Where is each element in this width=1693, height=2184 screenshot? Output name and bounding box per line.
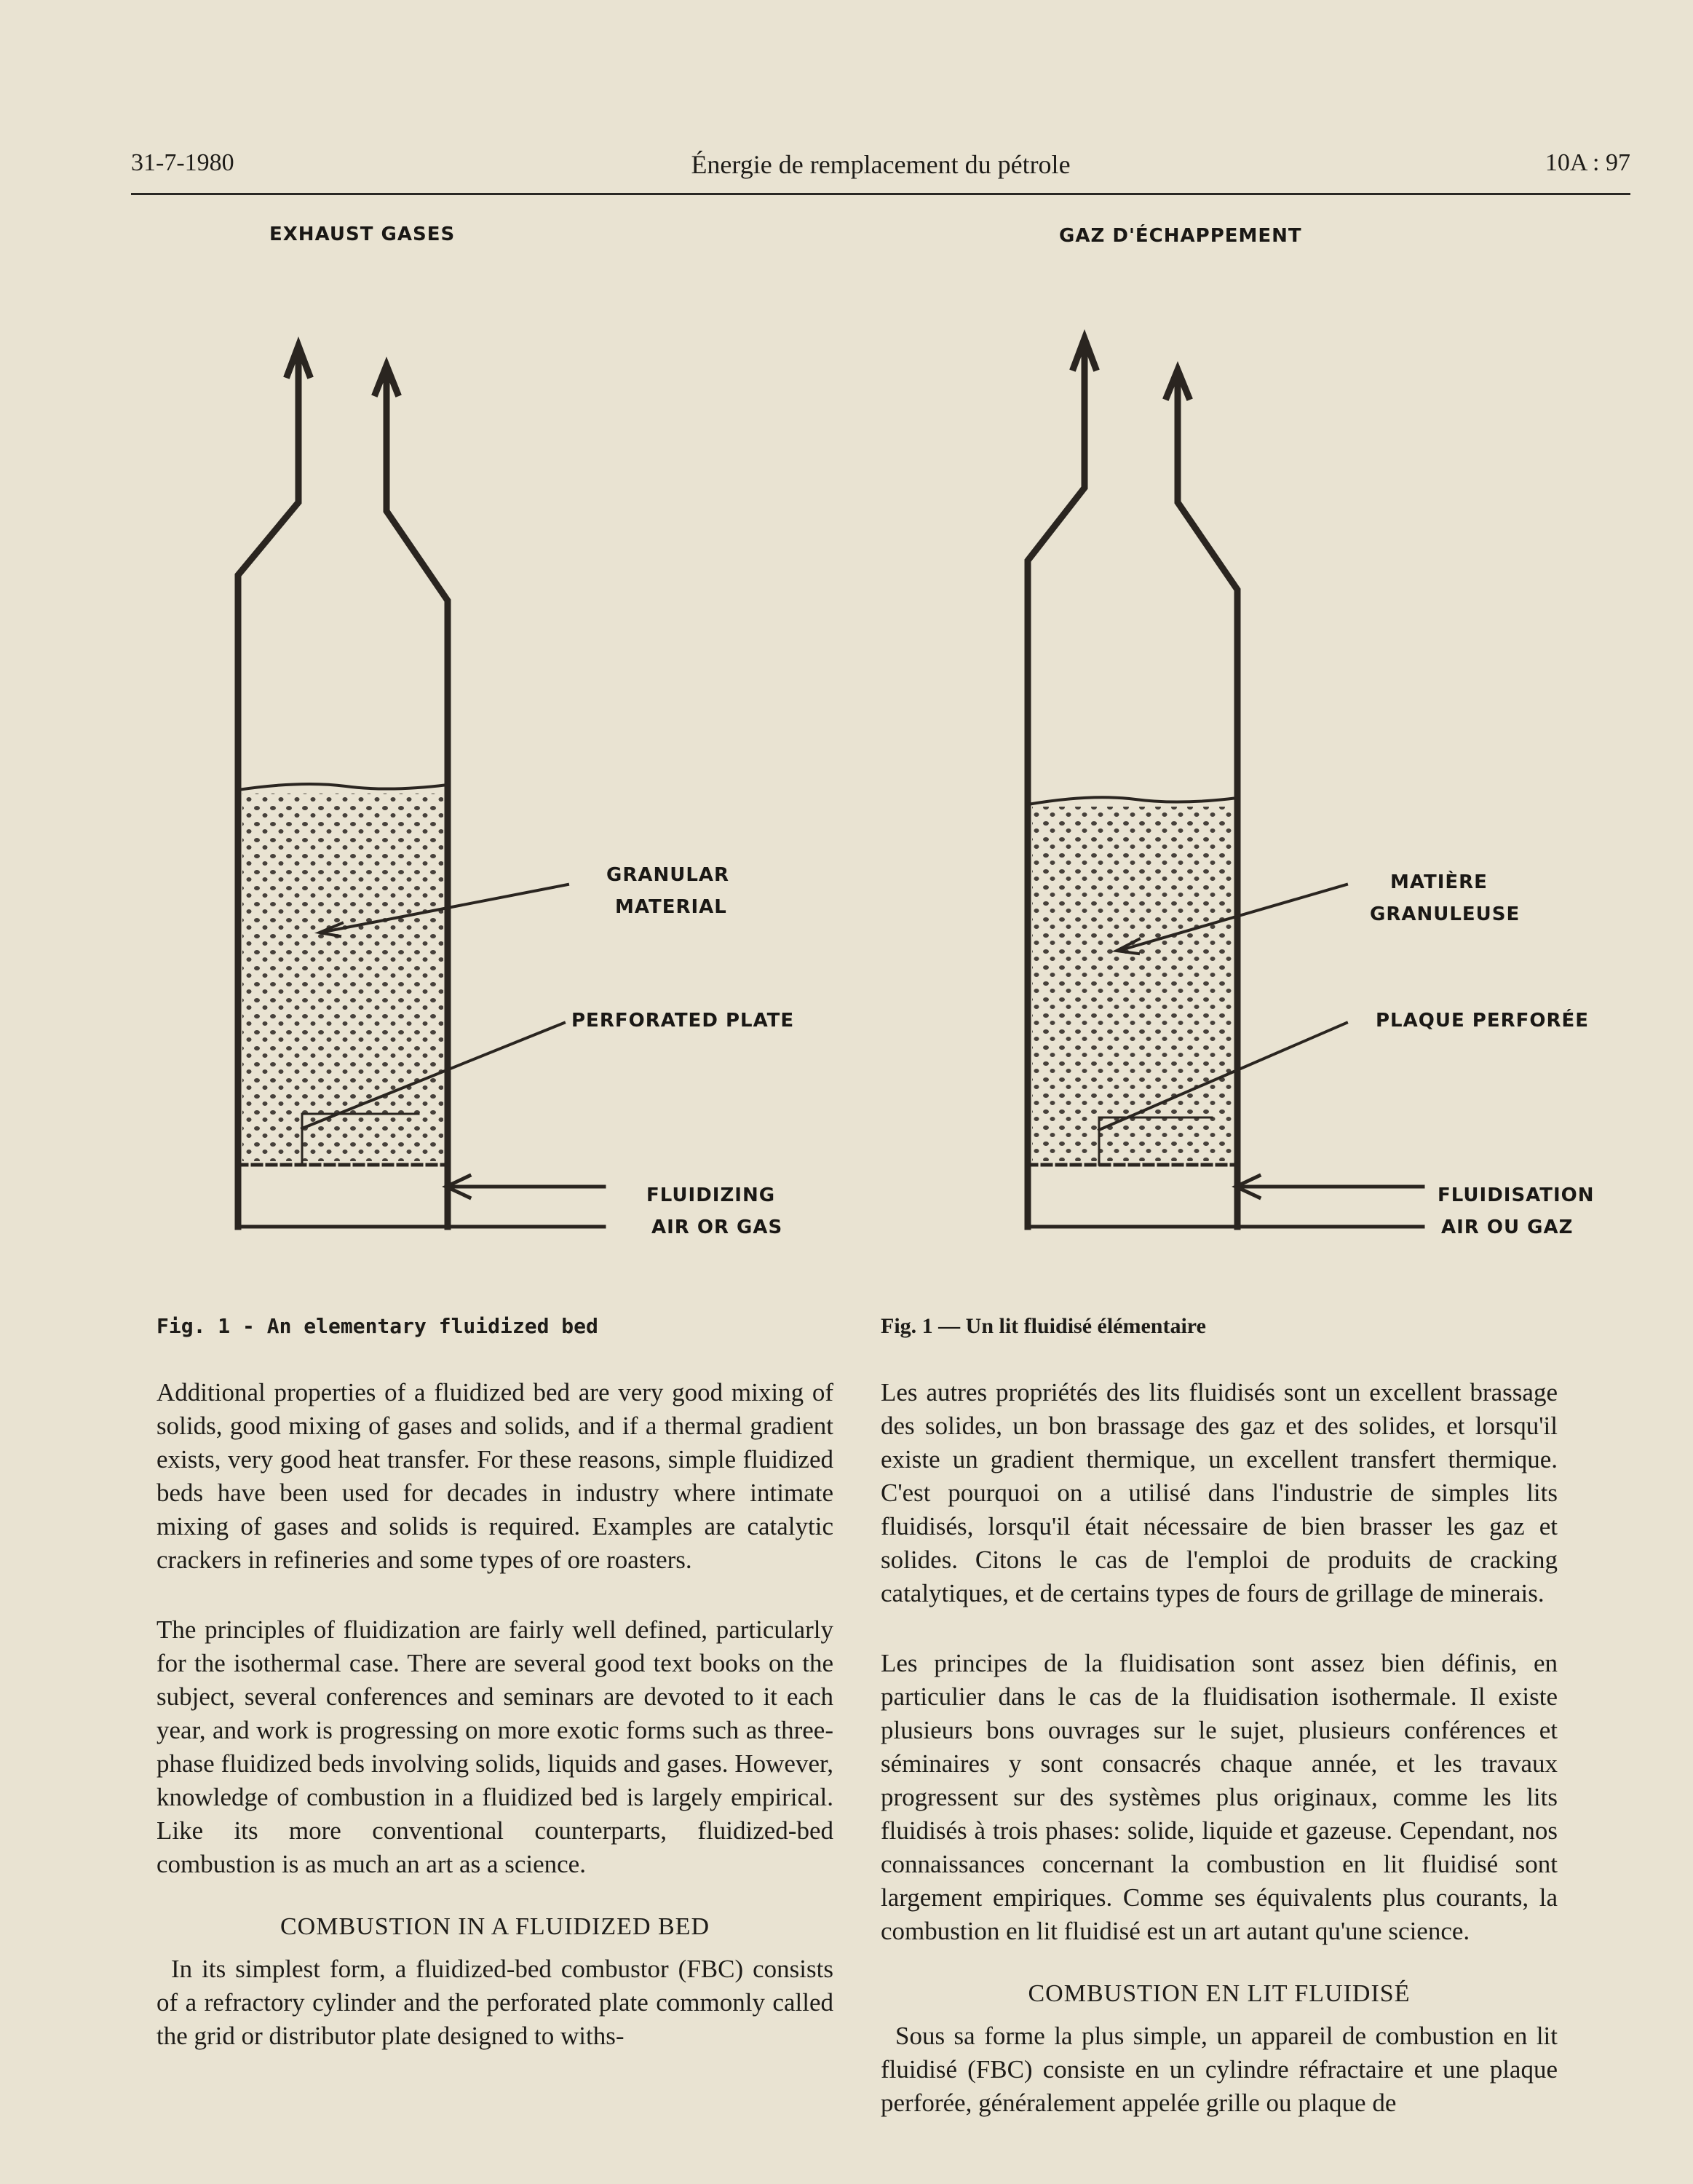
french-column (881, 211, 1595, 2117)
label-fluidisation: FLUIDISATION (1438, 1184, 1595, 1206)
label-exhaust-gases: EXHAUST GASES (269, 223, 456, 245)
label-air-or-gas: AIR OR GAS (651, 1216, 783, 1238)
page-header (131, 149, 1630, 195)
fluidized-bed-figure-fr (881, 211, 1595, 1310)
english-column (156, 211, 833, 2050)
fluidized-bed-figure-en (156, 211, 833, 1310)
bed-surface-line-fr (1028, 797, 1237, 804)
label-granuleuse: GRANULEUSE (1370, 903, 1520, 925)
paragraph-en-3: In its simplest form, a fluidized-bed combustor (FBC) consists of a refractory cylinder and the perforated plate commonly called the grid or distributor plate designed to withs- (156, 1955, 833, 2050)
header-title: Énergie de remplacement du pétrole (691, 150, 1071, 179)
header-page-number: 10A : 97 (1545, 149, 1630, 176)
french-body-text (881, 1376, 1558, 2120)
label-fluidizing: FLUIDIZING (646, 1184, 776, 1206)
figure-caption-en: Fig. 1 - An elementary fluidized bed (156, 1314, 598, 1338)
label-perforated-plate: PERFORATED PLATE (571, 1010, 795, 1032)
fluidized-bed-diagram (156, 211, 833, 1310)
label-granular-1: GRANULAR (606, 864, 730, 886)
lit-fluidise-diagram (881, 211, 1558, 1310)
paragraph-fr-3: Sous sa forme la plus simple, un appareil de combustion en lit fluidisé (FBC) consiste en un cylindre réfractaire et une plaque perforée, généralement appelée grille ou plaque de (881, 2022, 1558, 2117)
granular-bed-fill (242, 794, 443, 1161)
paragraph-en-1: Additional properties of a fluidized bed are very good mixing of solids, good mixing of gases and solids, and if a thermal gradient exists, very good heat transfer. For these reasons, simple fluidized beds have been used for decades in industry where intimate mixing of gases and solids is required. Examples are catalytic crackers in refineries and some types of ore roasters. (156, 1378, 833, 1574)
section-heading-fr: COMBUSTION EN LIT FLUIDISÉ (1028, 1980, 1411, 2007)
figure-caption-fr: Fig. 1 — Un lit fluidisé élémentaire (881, 1314, 1206, 1338)
label-granular-2: MATERIAL (615, 896, 727, 918)
granular-bed-fill-fr (1032, 807, 1233, 1161)
label-air-ou-gaz: AIR OU GAZ (1441, 1216, 1574, 1238)
bed-surface-line (238, 784, 448, 790)
paragraph-fr-1: Les autres propriétés des lits fluidisés sont un excellent brassage des solides, un bon brassage des gaz et des solides, et lorsqu'il existe un gradient thermique, un excellent transfert thermique. C'est pourquoi on a utilisé dans l'industrie de simples lits fluidisés, lorsqu'il était nécessaire de bien brasser les gaz et solides. Citons le cas de l'emploi de produits de cracking catalytiques, et de certains types de fours de grillage de minerais. (881, 1378, 1558, 1607)
section-heading-en: COMBUSTION IN A FLUIDIZED BED (280, 1913, 710, 1940)
label-plaque-perforee: PLAQUE PERFORÉE (1376, 1010, 1590, 1032)
label-matiere: MATIÈRE (1390, 871, 1488, 893)
paragraph-fr-2: Les principes de la fluidisation sont assez bien définis, en particulier dans le cas de la fluidisation isothermale. Il existe plusieurs bons ouvrages sur le sujet, plusieurs conférences et séminaires y sont consacrés chaque année, et les travaux progressent sur des systèmes plus originaux, comme les lits fluidisés à trois phases: solide, liquide et gazeuse. Cependant, nos connaissances concernant la combustion en lit fluidisé sont largement empiriques. Comme ses équivalents plus courants, la combustion en lit fluidisé est un art autant qu'une science. (881, 1649, 1558, 1945)
paragraph-en-2: The principles of fluidization are fairly well defined, particularly for the isothermal case. There are several good text books on the subject, several conferences and seminars are devoted to it each year, and work is progressing on more exotic forms such as three-phase fluidized beds involving solids, liquids and gases. However, knowledge of combustion in a fluidized bed is largely empirical. Like its more conventional counterparts, fluidized-bed combustion is as much an art as a science. (156, 1615, 833, 1878)
header-date: 31-7-1980 (131, 149, 234, 176)
label-gaz-echappement: GAZ D'ÉCHAPPEMENT (1059, 225, 1302, 247)
english-body-text (156, 1376, 833, 2053)
